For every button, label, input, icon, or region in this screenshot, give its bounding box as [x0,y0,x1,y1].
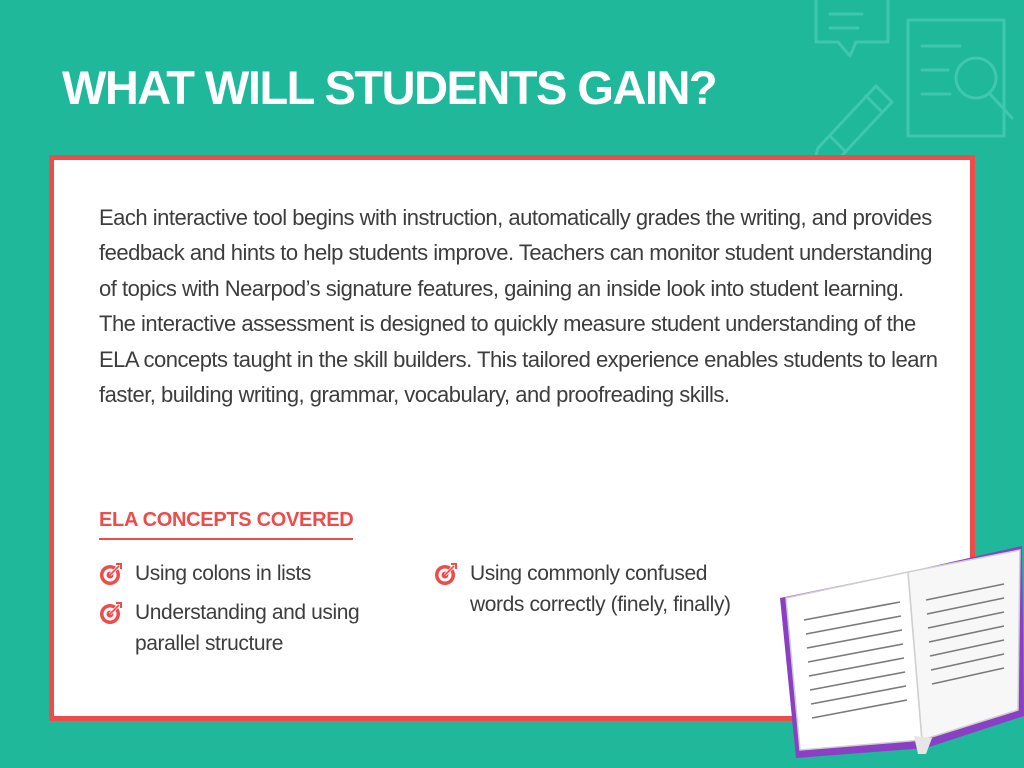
target-icon [99,601,123,625]
concepts-heading: ELA CONCEPTS COVERED [99,509,353,540]
target-icon [434,562,458,586]
book-right-page [908,550,1020,740]
concept-list-right [434,558,754,628]
concept-item [99,597,419,659]
document-search-icon [908,20,1012,136]
concept-label: Understanding and using parallel structure [135,601,360,655]
concept-item [99,558,419,589]
concept-list-left [99,558,419,667]
concept-label: Using commonly confused words correctly (finely, finally) [470,562,731,616]
target-icon [99,562,123,586]
card-body-text: Each interactive tool begins with instruction, automatically grades the writing, and provides feedback and hints to help students improve. Teachers can monitor student understanding of topics with Nearpod’s signature features, gaining an inside look into student learning. The interactive assessment is designed to quickly measure student understanding of the ELA concepts taught in the skill builders. This tailored experience enables students to learn faster, building writing, grammar, vocabulary, and proofreading skills. [99,205,938,408]
page-title: WHAT WILL STUDENTS GAIN? [62,61,717,114]
open-book-illustration [776,540,1024,768]
book-left-page [786,572,922,750]
concept-item [434,558,754,620]
concept-label: Using colons in lists [135,562,312,585]
